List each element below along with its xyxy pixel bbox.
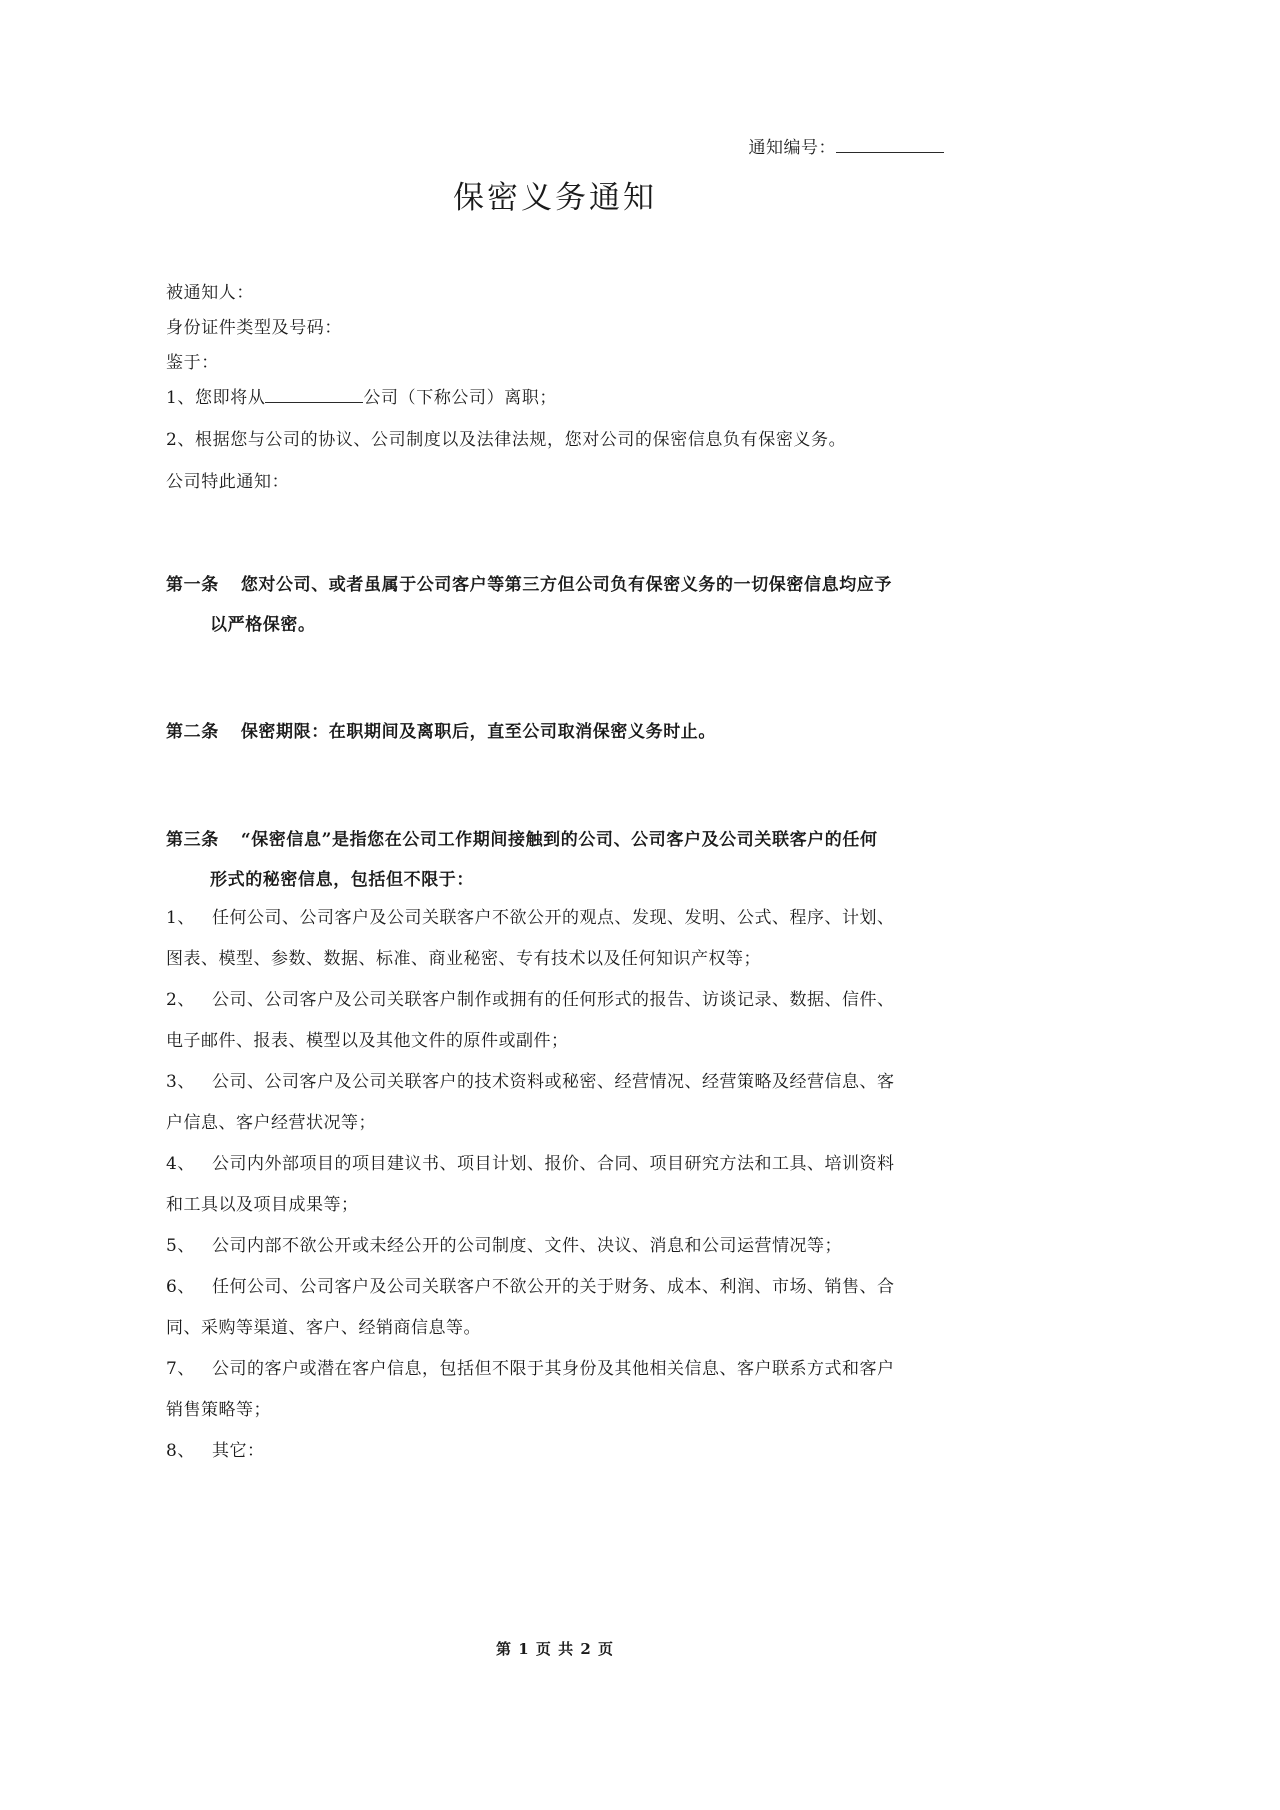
clause-1-line-1 bbox=[166, 565, 944, 605]
list-item-line-1 bbox=[166, 1431, 948, 1472]
list-item-text-1: 公司内部不欲公开或未经公开的公司制度、文件、决议、消息和公司运营情况等； bbox=[212, 1236, 842, 1256]
whereas-item-2: 2、根据您与公司的协议、公司制度以及法律法规，您对公司的保密信息负有保密义务。 bbox=[166, 430, 847, 450]
list-item-text-1: 公司、公司客户及公司关联客户的技术资料或秘密、经营情况、经营策略及经营信息、客 bbox=[212, 1072, 895, 1092]
list-item bbox=[166, 898, 948, 980]
list-item-text-2: 图表、模型、参数、数据、标准、商业秘密、专有技术以及任何知识产权等； bbox=[166, 949, 761, 969]
list-item-number: 1、 bbox=[166, 908, 195, 928]
list-item bbox=[166, 1267, 948, 1349]
list-item-line-1 bbox=[166, 1267, 948, 1308]
list-item bbox=[166, 1144, 948, 1226]
company-name-blank[interactable] bbox=[265, 402, 363, 403]
whereas-item-1-suffix: 公司（下称公司）离职； bbox=[363, 388, 558, 408]
list-item-text-2: 同、采购等渠道、客户、经销商信息等。 bbox=[166, 1318, 481, 1338]
list-item-text-1: 公司内外部项目的项目建议书、项目计划、报价、合同、项目研究方法和工具、培训资料 bbox=[212, 1154, 895, 1174]
list-item bbox=[166, 980, 948, 1062]
page-content bbox=[166, 0, 944, 1810]
list-item-number: 7、 bbox=[166, 1359, 195, 1379]
list-item-text-1: 任何公司、公司客户及公司关联客户不欲公开的关于财务、成本、利润、市场、销售、合 bbox=[212, 1277, 895, 1297]
list-item bbox=[166, 1349, 948, 1431]
list-item-number: 2、 bbox=[166, 990, 195, 1010]
clause-1-text-1: 您对公司、或者虽属于公司客户等第三方但公司负有保密义务的一切保密信息均应予 bbox=[240, 575, 893, 595]
clause-2-line-1 bbox=[166, 712, 944, 752]
list-item-text-1: 任何公司、公司客户及公司关联客户不欲公开的观点、发现、发明、公式、程序、计划、 bbox=[212, 908, 895, 928]
notice-number-blank[interactable] bbox=[836, 135, 944, 153]
recipient-label: 被通知人： bbox=[166, 283, 254, 303]
list-item-line-1 bbox=[166, 1349, 948, 1390]
list-item-text-2: 户信息、客户经营状况等； bbox=[166, 1113, 376, 1133]
clause-3-text-2: 形式的秘密信息，包括但不限于： bbox=[210, 870, 474, 890]
clause-1 bbox=[166, 565, 944, 645]
hereby-notify: 公司特此通知： bbox=[166, 472, 290, 492]
list-item-number: 8、 bbox=[166, 1441, 195, 1461]
list-item-text-1: 公司、公司客户及公司关联客户制作或拥有的任何形式的报告、访谈记录、数据、信件、 bbox=[212, 990, 895, 1010]
whereas-item-1 bbox=[166, 379, 944, 417]
list-item-line-1 bbox=[166, 1144, 948, 1185]
list-item-line-1 bbox=[166, 980, 948, 1021]
clause-3-label: 第三条 bbox=[166, 830, 219, 850]
list-item-text-2: 和工具以及项目成果等； bbox=[166, 1195, 359, 1215]
whereas-item-1-prefix: 1、您即将从 bbox=[166, 388, 266, 408]
list-item-number: 3、 bbox=[166, 1072, 195, 1092]
whereas-label: 鉴于： bbox=[166, 353, 219, 373]
page-footer: 第 1 页 共 2 页 bbox=[496, 1640, 614, 1658]
list-item-text-2: 销售策略等； bbox=[166, 1400, 271, 1420]
list-item bbox=[166, 1431, 948, 1472]
clause-1-text-2: 以严格保密。 bbox=[210, 615, 316, 635]
list-item-number: 6、 bbox=[166, 1277, 195, 1297]
clause-2 bbox=[166, 712, 944, 752]
list-item-number: 4、 bbox=[166, 1154, 195, 1174]
list-item bbox=[166, 1226, 948, 1267]
clause-3-text-1: “保密信息”是指您在公司工作期间接触到的公司、公司客户及公司关联客户的任何 bbox=[240, 830, 878, 850]
list-item-text-1: 公司的客户或潜在客户信息，包括但不限于其身份及其他相关信息、客户联系方式和客户 bbox=[212, 1359, 895, 1379]
list-item-text-2: 电子邮件、报表、模型以及其他文件的原件或副件； bbox=[166, 1031, 569, 1051]
list-item-line-1 bbox=[166, 898, 948, 939]
clause-1-label: 第一条 bbox=[166, 575, 219, 595]
list-item-line-1 bbox=[166, 1226, 948, 1267]
list-item bbox=[166, 1062, 948, 1144]
clause-3 bbox=[166, 820, 944, 900]
clause-2-label: 第二条 bbox=[166, 722, 219, 742]
list-item-text-1: 其它： bbox=[212, 1441, 265, 1461]
clause-2-text-1: 保密期限：在职期间及离职后，直至公司取消保密义务时止。 bbox=[240, 722, 717, 742]
notice-number-row bbox=[166, 133, 944, 158]
list-item-line-1 bbox=[166, 1062, 948, 1103]
list-item-number: 5、 bbox=[166, 1236, 195, 1256]
clause-3-line-1 bbox=[166, 820, 944, 860]
page-title: 保密义务通知 bbox=[453, 180, 657, 216]
id-type-number-label: 身份证件类型及号码： bbox=[166, 318, 342, 338]
notice-number-label: 通知编号： bbox=[748, 138, 836, 158]
